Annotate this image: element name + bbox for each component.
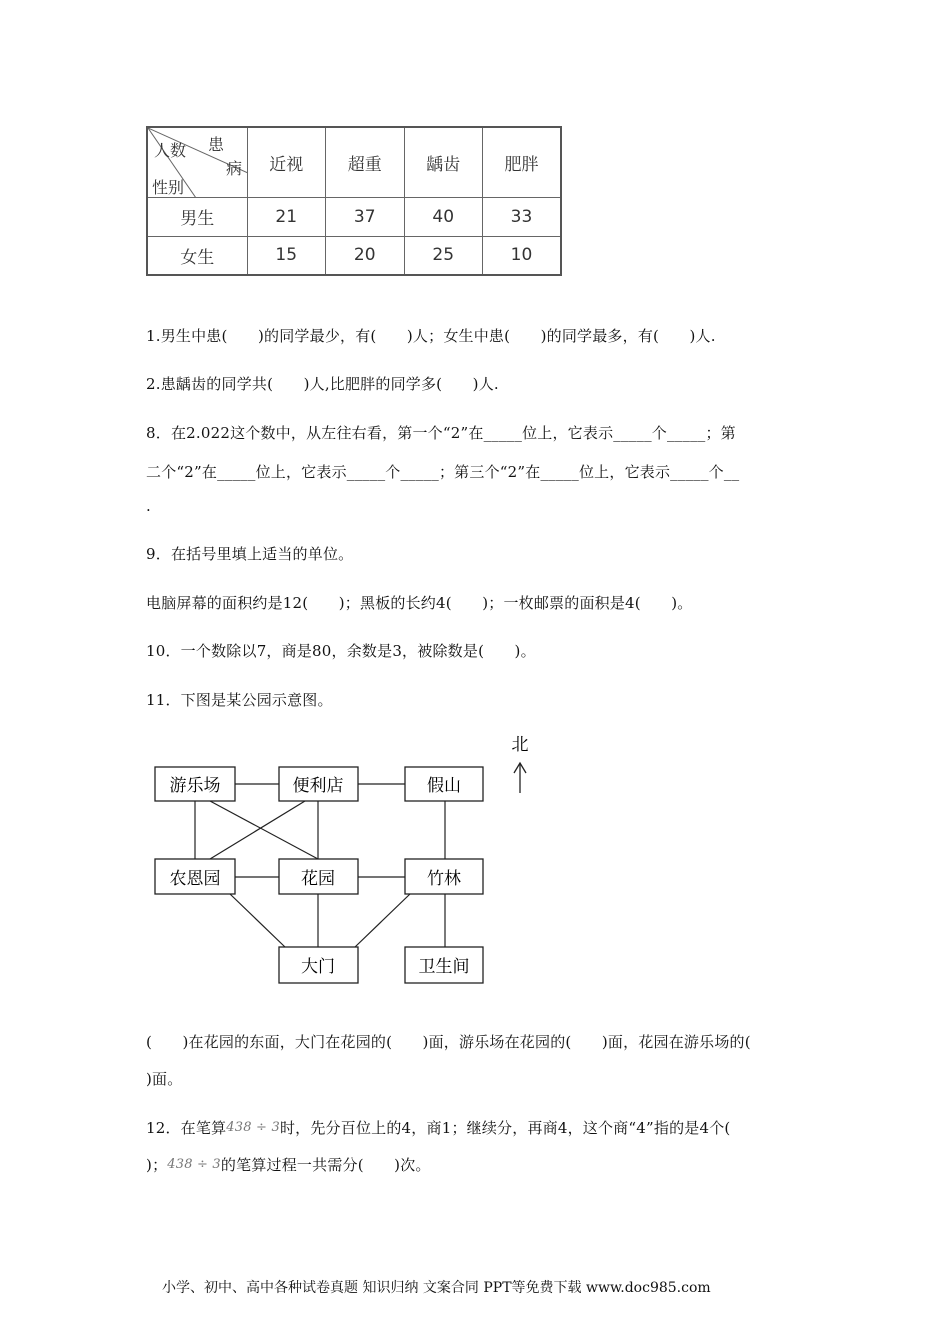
q12-text-2: 的笔算过程一共需分( )次。 bbox=[220, 1156, 431, 1174]
q12-prefix: 12．在笔算 bbox=[146, 1119, 227, 1137]
question-1: 1.男生中患( )的同学最少，有( )人；女生中患( )的同学最多，有( )人. bbox=[146, 327, 716, 345]
row-label: 女生 bbox=[147, 236, 247, 275]
place-garden bbox=[279, 859, 358, 894]
question-2: 2.患龋齿的同学共( )人,比肥胖的同学多( )人. bbox=[146, 375, 499, 393]
row-label: 男生 bbox=[147, 197, 247, 236]
table-cell: 20 bbox=[326, 236, 405, 275]
table-header-row bbox=[147, 127, 561, 197]
question-8-line-2: 二个“2”在_____位上，它表示_____个_____；第三个“2”在_____位上，它表示_____个__ bbox=[146, 463, 740, 481]
place-label: 大门 bbox=[301, 957, 335, 977]
question-12-line-2 bbox=[146, 1154, 431, 1175]
q12-text: 时，先分百位上的4，商1；继续分，再商4，这个商“4”指的是4个( bbox=[279, 1119, 731, 1137]
place-rockery bbox=[405, 767, 483, 801]
place-store bbox=[279, 767, 358, 801]
question-9-body: 电脑屏幕的面积约是12( )；黑板的长约4( )；一枚邮票的面积是4( )。 bbox=[146, 594, 693, 612]
north-label: 北 bbox=[511, 735, 529, 755]
table-cell: 15 bbox=[247, 236, 326, 275]
place-farm bbox=[155, 859, 235, 894]
column-header: 近视 bbox=[247, 127, 326, 197]
question-11-line-2: )面。 bbox=[146, 1070, 183, 1088]
illness-stats-table bbox=[146, 126, 562, 276]
page-footer: 小学、初中、高中各种试卷真题 知识归纳 文案合同 PPT等免费下载 www.doc985.com bbox=[162, 1280, 711, 1296]
table-cell: 21 bbox=[247, 197, 326, 236]
q12-expression-2: 438 ÷ 3 bbox=[167, 1157, 221, 1172]
question-8-line-1: 8．在2.022这个数中，从左往右看，第一个“2”在_____位上，它表示_____个_____；第 bbox=[146, 424, 736, 442]
question-11-title: 11．下图是某公园示意图。 bbox=[146, 691, 333, 709]
table-corner-cell bbox=[147, 127, 247, 197]
place-amusement bbox=[155, 767, 235, 801]
place-label: 卫生间 bbox=[418, 957, 470, 977]
question-8-line-3: . bbox=[146, 497, 151, 515]
place-gate bbox=[279, 947, 358, 983]
column-header: 超重 bbox=[326, 127, 405, 197]
table-cell: 25 bbox=[404, 236, 483, 275]
table-cell: 10 bbox=[483, 236, 562, 275]
corner-label-count: 人数 bbox=[154, 141, 187, 160]
place-label: 竹林 bbox=[427, 869, 461, 889]
question-12-line-1 bbox=[146, 1117, 730, 1138]
place-label: 游乐场 bbox=[169, 776, 221, 796]
place-label: 便利店 bbox=[292, 776, 344, 796]
q12-semicolon: ； bbox=[152, 1156, 168, 1174]
column-header: 龋齿 bbox=[404, 127, 483, 197]
q12-expression: 438 ÷ 3 bbox=[226, 1120, 280, 1135]
table-row bbox=[147, 197, 561, 236]
column-header: 肥胖 bbox=[483, 127, 562, 197]
question-11-line-1: ( )在花园的东面，大门在花园的( )面，游乐场在花园的( )面，花园在游乐场的( bbox=[146, 1033, 751, 1051]
corner-label-illness-2: 病 bbox=[226, 159, 243, 178]
q12-close-paren: ) bbox=[146, 1156, 153, 1174]
place-bamboo bbox=[405, 859, 483, 894]
corner-label-gender: 性别 bbox=[152, 178, 185, 197]
north-arrow-icon bbox=[514, 763, 526, 793]
question-9-title: 9．在括号里填上适当的单位。 bbox=[146, 545, 354, 563]
place-label: 花园 bbox=[301, 869, 335, 889]
table-cell: 33 bbox=[483, 197, 562, 236]
question-10: 10．一个数除以7，商是80，余数是3，被除数是( )。 bbox=[146, 642, 536, 660]
table-cell: 37 bbox=[326, 197, 405, 236]
place-label: 假山 bbox=[427, 776, 461, 796]
place-label: 农恩园 bbox=[169, 869, 221, 889]
place-restroom bbox=[405, 947, 483, 983]
table-cell: 40 bbox=[404, 197, 483, 236]
park-map-diagram bbox=[140, 725, 550, 995]
table-row bbox=[147, 236, 561, 275]
corner-label-illness-1: 患 bbox=[208, 135, 225, 154]
